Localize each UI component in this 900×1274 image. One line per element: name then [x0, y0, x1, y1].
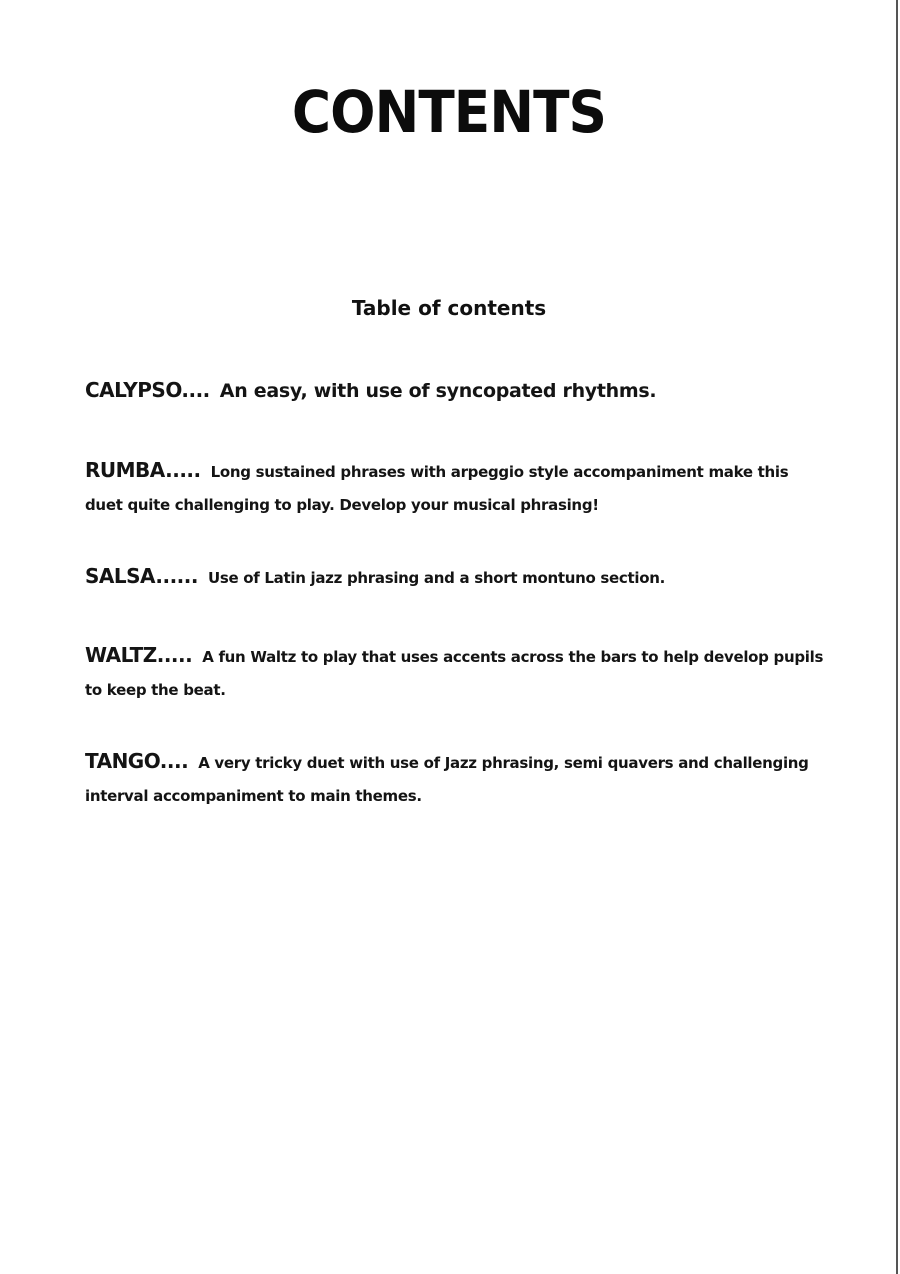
- contents-entry-rumba: [85, 454, 825, 522]
- contents-entry-waltz: [85, 639, 825, 707]
- table-of-contents-heading: Table of contents: [351, 296, 547, 320]
- contents-entry-calypso: [85, 374, 825, 408]
- contents-entry-tango: [85, 745, 825, 813]
- entry-name: CALYPSO....: [85, 378, 210, 402]
- contents-entry-salsa: [85, 560, 825, 595]
- page-title: CONTENTS: [291, 78, 607, 146]
- entry-description: A very tricky duet with use of Jazz phrasing, semi quavers and challenging interval accompaniment to main themes.: [85, 754, 809, 805]
- entry-name: TANGO....: [85, 749, 189, 773]
- entry-name: WALTZ.....: [85, 643, 193, 667]
- entry-description: A fun Waltz to play that uses accents across the bars to help develop pupils to keep the beat.: [85, 648, 824, 699]
- entry-description: Long sustained phrases with arpeggio style accompaniment make this duet quite challenging to play. Develop your musical phrasing!: [85, 463, 789, 514]
- entry-name: SALSA......: [85, 564, 198, 588]
- entry-description: An easy, with use of syncopated rhythms.: [219, 380, 657, 402]
- entry-name: RUMBA.....: [85, 458, 201, 482]
- entry-description: Use of Latin jazz phrasing and a short montuno section.: [207, 569, 665, 587]
- contents-list: [85, 374, 825, 813]
